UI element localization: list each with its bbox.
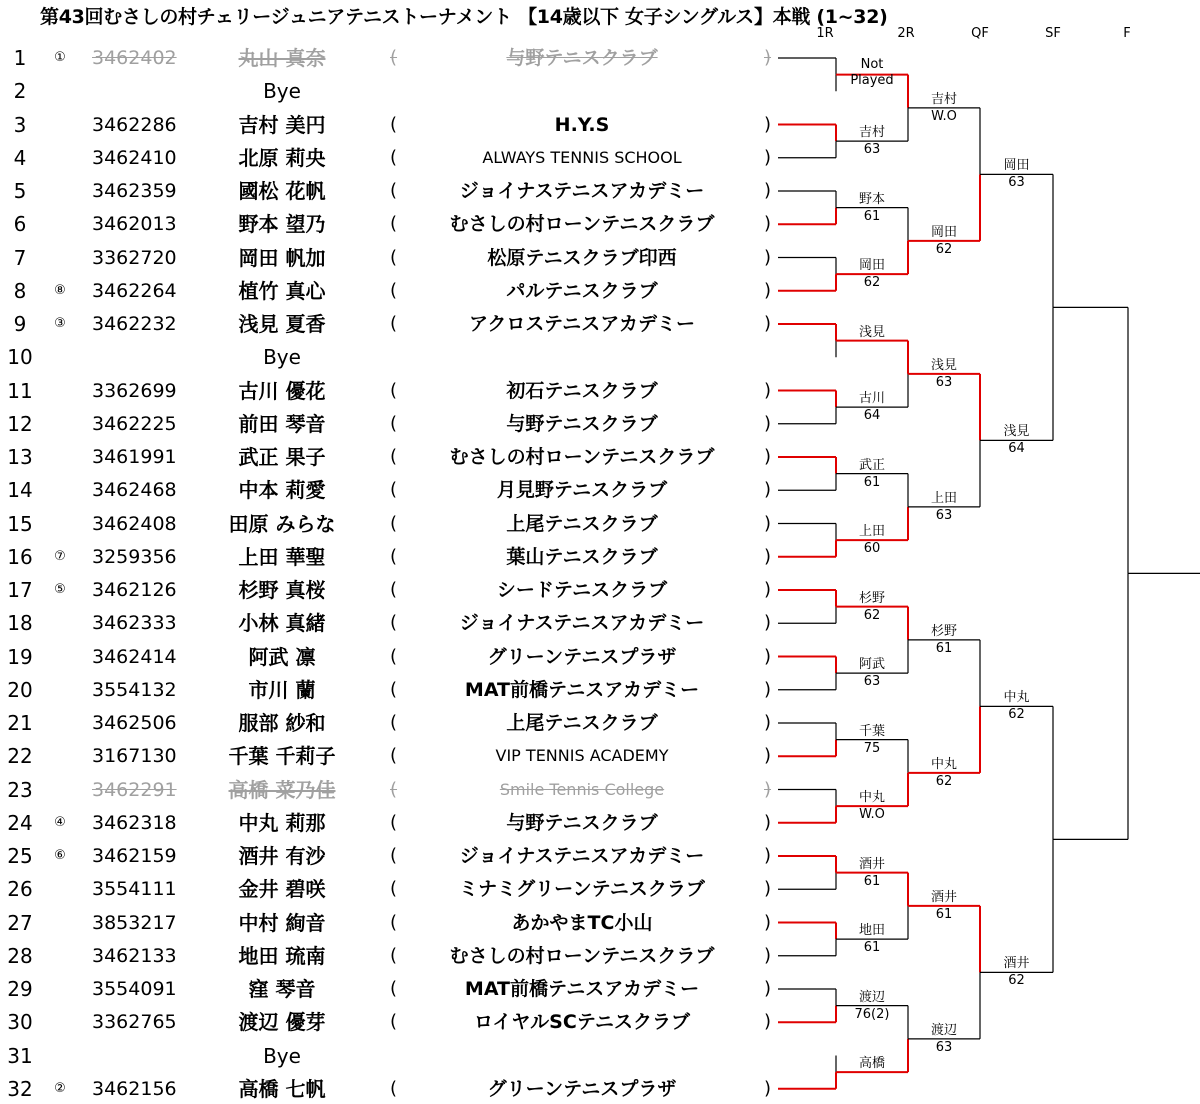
match-winner: 中丸 [858,790,886,806]
match-score: 61 [935,906,953,922]
club-name: ミナミグリーンテニスクラブ [459,878,705,901]
match-score: 64 [1008,441,1025,457]
player-id: 3462414 [92,645,177,668]
bye-label: Bye [263,345,301,370]
paren-open: ( [390,978,398,999]
match-winner: 上田 [858,524,886,540]
match-score: 61 [863,873,881,889]
draw-number: 27 [7,910,33,935]
paren-open: ( [390,1011,398,1033]
player-id: 3462126 [92,579,177,601]
paren-open: ( [390,678,398,700]
paren-close: ) [764,412,772,434]
draw-number: 32 [7,1076,33,1101]
club-name: むさしの村ローンテニスクラブ [449,213,715,236]
player-name: 中村 絢音 [238,910,326,935]
player-id: 3462291 [92,778,177,801]
player-id: 3853217 [92,911,177,934]
match-score: 61 [863,208,881,224]
player-name: 千葉 千莉子 [228,744,336,769]
player-name: 野本 望乃 [238,212,326,237]
match-score: 62 [935,241,953,257]
match-winner: 酒井 [1003,956,1030,972]
paren-close: ) [764,579,772,600]
paren-close: ) [764,645,772,667]
match-winner: 岡田 [930,224,958,240]
draw-number: 15 [7,511,33,536]
seed-mark: ⑥ [54,848,66,863]
round-header: 2R [897,26,915,41]
player-name: 古川 優花 [238,378,326,403]
draw-number: 26 [7,877,33,902]
draw-number: 11 [7,378,33,403]
club-name: 与野テニスクラブ [506,811,658,834]
club-name: むさしの村ローンテニスクラブ [449,944,715,967]
paren-close: ) [764,944,772,966]
club-name: ジョイナステニスアカデミー [459,845,705,867]
player-name: 中丸 莉那 [238,810,326,835]
club-name: ALWAYS TENNIS SCHOOL [482,147,682,167]
club-name: グリーンテニスプラザ [487,1077,677,1100]
player-name: 渡辺 優芽 [238,1010,326,1035]
match-score: 61 [935,640,953,656]
player-id: 3462359 [92,180,177,202]
paren-close: ) [764,512,772,534]
match-winner: 武正 [858,457,886,473]
paren-close: ) [764,811,772,833]
player-id: 3554132 [92,678,177,701]
draw-number: 17 [7,578,33,602]
paren-close: ) [764,180,772,201]
club-name: グリーンテニスプラザ [487,645,677,668]
match-score: 62 [863,275,881,291]
match-winner: 阿武 [858,657,886,673]
draw-number: 7 [13,245,27,270]
paren-open: ( [390,446,398,467]
club-name: アクロステニスアカデミー [468,313,696,335]
draw-number: 6 [13,212,27,237]
player-name: 高橋 菜乃佳 [228,777,336,802]
match-score: 64 [863,408,881,424]
round-header: QF [971,26,989,41]
match-status: Not Played [850,56,894,88]
player-id: 3462506 [92,712,177,734]
paren-open: ( [390,512,398,534]
player-name: 杉野 真桜 [238,578,326,602]
player-name: 上田 華聖 [238,544,326,569]
paren-close: ) [764,213,772,235]
player-name: 岡田 帆加 [238,245,326,270]
player-name: 酒井 有沙 [238,844,326,868]
paren-close: ) [764,47,772,68]
player-id: 3462468 [92,479,177,502]
seed-mark: ② [54,1080,66,1096]
match-score: 63 [1008,175,1025,191]
paren-open: ( [390,379,398,401]
player-id: 3461991 [92,446,177,468]
match-winner: 上田 [930,490,958,506]
player-id: 3362699 [92,379,177,402]
draw-number: 25 [7,844,33,868]
paren-close: ) [764,678,772,700]
seed-mark: ① [54,50,66,65]
player-id: 3167130 [92,745,177,768]
draw-number: 5 [13,179,27,203]
draw-number: 8 [13,278,27,303]
match-winner: 浅見 [930,357,958,373]
player-id: 3462133 [92,944,177,967]
player-name: 中本 莉愛 [238,478,326,503]
club-name: H.Y.S [554,113,610,136]
paren-close: ) [764,878,772,900]
club-name: あかやまTC小山 [511,911,653,934]
draw-number: 12 [7,411,33,436]
player-id: 3462225 [92,412,177,435]
paren-open: ( [390,612,398,634]
match-winner: 高橋 [858,1056,886,1072]
match-winner: 中丸 [930,756,958,772]
player-name: 植竹 真心 [238,278,326,303]
match-winner: 野本 [858,191,886,207]
player-id: 3554091 [92,978,177,1000]
paren-close: ) [764,446,772,467]
club-name: 与野テニスクラブ [506,47,658,69]
paren-open: ( [390,213,398,235]
paren-close: ) [764,845,772,866]
player-name: 地田 琉南 [238,943,326,968]
draw-number: 31 [7,1043,33,1068]
match-winner: 杉野 [858,590,886,606]
player-name: 高橋 七帆 [238,1076,326,1101]
draw-number: 29 [7,977,33,1001]
match-winner: 吉村 [858,125,886,141]
paren-open: ( [390,745,398,767]
paren-open: ( [390,878,398,900]
match-winner: 千葉 [858,723,886,739]
club-name: 月見野テニスクラブ [496,479,668,502]
player-name: 阿武 凛 [248,644,316,669]
seed-mark: ③ [54,316,66,331]
match-score: 76(2) [854,1006,890,1022]
paren-close: ) [764,1077,772,1099]
player-id: 3462156 [92,1077,177,1100]
draw-number: 1 [13,46,27,70]
draw-number: 28 [7,943,33,968]
player-name: 服部 紗和 [238,711,326,735]
player-name: 金井 碧咲 [238,877,326,902]
draw-number: 9 [13,312,27,336]
paren-open: ( [390,545,398,567]
player-name: 北原 莉央 [238,145,326,170]
paren-close: ) [764,313,772,334]
player-id: 3462264 [92,279,177,302]
paren-open: ( [390,246,398,268]
player-name: 市川 蘭 [248,677,316,702]
paren-close: ) [764,479,772,501]
seed-mark: ⑧ [54,282,66,298]
draw-number: 4 [13,145,27,170]
player-id: 3362720 [92,246,177,269]
paren-close: ) [764,612,772,634]
player-id: 3462013 [92,213,177,236]
match-score: 63 [935,1039,953,1055]
paren-open: ( [390,911,398,933]
page-title: 第43回むさしの村チェリージュニアテニストーナメント 【14歳以下 女子シングルス】本戦 (1~32) [40,6,888,28]
draw-number: 14 [7,478,33,503]
paren-open: ( [390,712,398,733]
round-header: 1R [816,26,834,41]
match-winner: 地田 [858,923,886,939]
round-header: F [1123,26,1131,41]
player-name: 前田 琴音 [238,411,326,436]
paren-close: ) [764,978,772,999]
player-id: 3362765 [92,1011,177,1034]
match-score: 62 [935,773,953,789]
paren-close: ) [764,911,772,933]
club-name: 葉山テニスクラブ [506,545,658,568]
club-name: シードテニスクラブ [496,579,668,601]
match-winner: 渡辺 [858,989,886,1005]
match-score: 63 [863,674,881,690]
draw-number: 23 [7,777,33,802]
match-winner: 中丸 [1003,690,1030,706]
player-id: 3259356 [92,545,177,568]
paren-close: ) [764,1011,772,1033]
club-name: むさしの村ローンテニスクラブ [449,446,715,468]
club-name: 松原テニスクラブ印西 [487,246,677,269]
draw-number: 21 [7,711,33,735]
seed-mark: ⑤ [54,582,66,597]
paren-open: ( [390,479,398,501]
club-name: 上尾テニスクラブ [506,712,658,734]
player-name: 田原 みらな [228,511,336,536]
paren-close: ) [764,545,772,567]
player-id: 3462232 [92,313,177,335]
paren-open: ( [390,944,398,966]
club-name: MAT前橋テニスアカデミー [464,978,700,1000]
match-winner: 古川 [858,391,886,407]
match-score: 60 [863,541,881,557]
club-name: 初石テニスクラブ [506,379,658,402]
club-name: VIP TENNIS ACADEMY [495,746,669,766]
player-name: 窪 琴音 [248,977,316,1001]
bye-label: Bye [263,1043,301,1068]
club-name: 上尾テニスクラブ [506,512,658,535]
paren-open: ( [390,146,398,168]
match-winner: 浅見 [858,324,886,340]
draw-number: 30 [7,1010,33,1035]
match-score: 63 [863,142,881,158]
match-winner: 浅見 [1003,424,1030,440]
player-id: 3462402 [92,47,177,69]
paren-close: ) [764,712,772,733]
match-score: 61 [863,474,881,490]
club-name: パルテニスクラブ [506,279,658,302]
paren-close: ) [764,778,772,800]
draw-number: 22 [7,744,33,769]
club-name: 与野テニスクラブ [506,412,658,435]
match-score: W.O [859,807,885,823]
draw-number: 19 [7,644,33,669]
draw-number: 16 [7,544,33,569]
match-score: W.O [931,108,957,124]
draw-number: 2 [13,79,27,104]
match-score: 75 [863,740,881,756]
paren-close: ) [764,279,772,301]
club-name: ジョイナステニスアカデミー [459,180,705,202]
match-winner: 吉村 [930,91,958,107]
club-name: Smile Tennis College [499,779,665,799]
player-name: 丸山 真奈 [238,46,326,70]
player-id: 3462286 [92,113,177,136]
match-winner: 酒井 [858,856,886,872]
player-id: 3462408 [92,512,177,535]
match-winner: 岡田 [858,258,886,274]
paren-open: ( [390,645,398,667]
club-name: ジョイナステニスアカデミー [459,612,705,635]
draw-number: 3 [13,112,27,137]
match-winner: 酒井 [930,889,958,905]
match-score: 61 [863,940,881,956]
paren-open: ( [390,279,398,301]
club-name: MAT前橋テニスアカデミー [464,678,700,701]
draw-number: 24 [7,810,33,835]
paren-open: ( [390,412,398,434]
player-name: 國松 花帆 [238,179,326,203]
match-score: 62 [1008,707,1025,723]
player-id: 3462333 [92,612,177,635]
paren-open: ( [390,845,398,866]
paren-close: ) [764,113,772,135]
draw-number: 10 [7,345,33,370]
match-score: 62 [863,607,881,623]
match-winner: 渡辺 [930,1022,958,1038]
paren-close: ) [764,246,772,268]
club-name: ロイヤルSCテニスクラブ [473,1011,691,1034]
match-winner: 岡田 [1003,158,1030,174]
paren-open: ( [390,47,398,68]
seed-mark: ④ [54,814,66,830]
draw-number: 13 [7,445,33,469]
player-name: 吉村 美円 [238,112,326,137]
player-id: 3462159 [92,845,177,867]
paren-open: ( [390,579,398,600]
draw-number: 18 [7,611,33,636]
bye-label: Bye [263,79,301,104]
round-header: SF [1045,26,1061,41]
player-id: 3554111 [92,878,177,901]
match-score: 62 [1008,973,1025,989]
player-name: 武正 果子 [238,445,326,469]
seed-mark: ⑦ [54,548,66,564]
match-score: 63 [935,374,953,390]
paren-close: ) [764,146,772,168]
paren-close: ) [764,745,772,767]
paren-open: ( [390,313,398,334]
player-name: 小林 真緒 [238,611,326,636]
paren-open: ( [390,778,398,800]
paren-open: ( [390,811,398,833]
player-id: 3462410 [92,146,177,169]
paren-close: ) [764,379,772,401]
player-id: 3462318 [92,811,177,834]
match-score: 63 [935,507,953,523]
draw-number: 20 [7,677,33,702]
player-name: 浅見 夏香 [238,312,326,336]
paren-open: ( [390,1077,398,1099]
paren-open: ( [390,113,398,135]
paren-open: ( [390,180,398,201]
match-winner: 杉野 [930,623,958,639]
